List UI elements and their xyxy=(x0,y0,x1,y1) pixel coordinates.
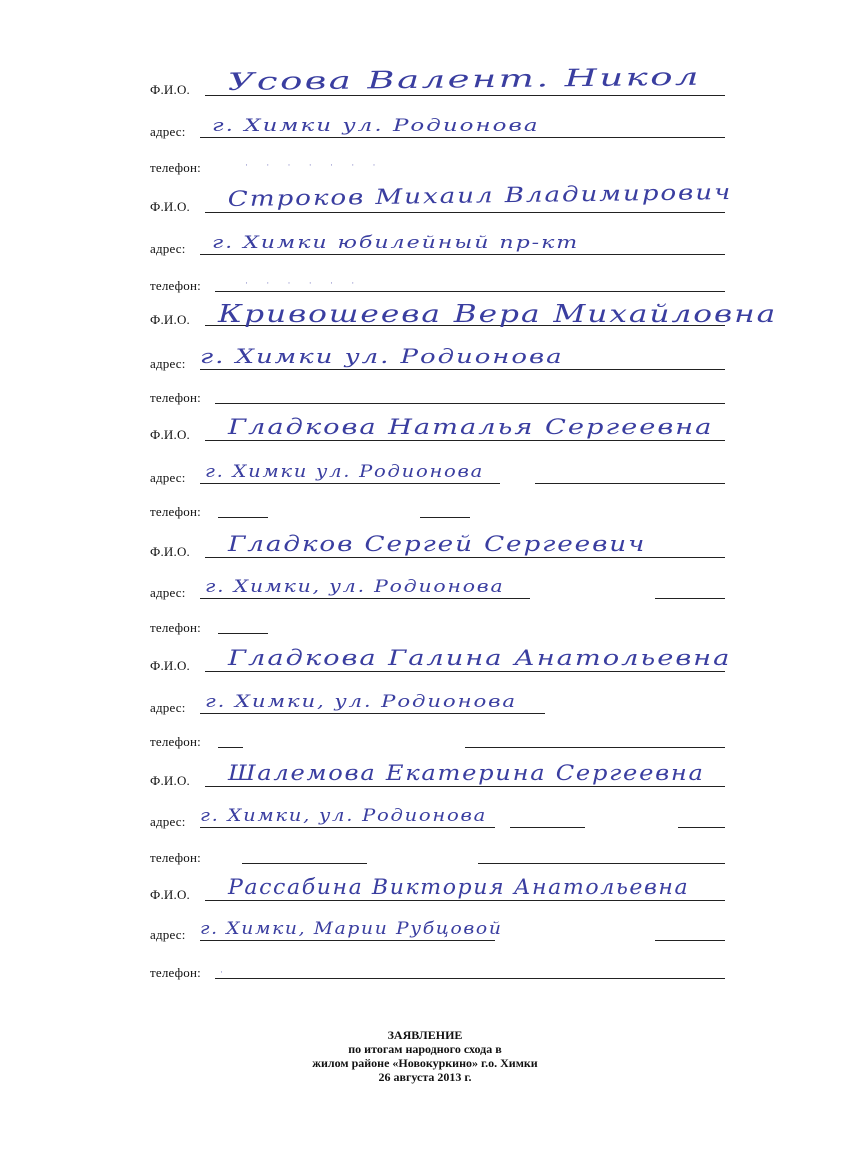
address-label: адрес: xyxy=(150,585,186,600)
signer-8-phone-row xyxy=(150,951,730,981)
signer-1-name: Усова Валент. Никол xyxy=(227,62,702,96)
fio-label: Ф.И.О. xyxy=(150,312,190,327)
underline xyxy=(200,483,500,484)
signer-4-name-row xyxy=(150,413,730,443)
signer-6-phone-row xyxy=(150,720,730,750)
statement-line: жилом районе «Новокуркино» г.о. Химки xyxy=(312,1056,538,1070)
underline xyxy=(655,940,725,941)
phone-label: телефон: xyxy=(150,734,201,749)
signer-7-address: г. Химки, ул. Родионова xyxy=(200,806,487,826)
signer-2-name: Строков Михаил Владимирович xyxy=(227,179,733,211)
underline xyxy=(205,786,725,787)
address-label: адрес: xyxy=(150,356,186,371)
address-label: адрес: xyxy=(150,241,186,256)
signer-4-phone-row xyxy=(150,490,730,520)
signer-1-address: г. Химки ул. Родионова xyxy=(212,116,540,136)
underline xyxy=(678,827,725,828)
address-label: адрес: xyxy=(150,470,186,485)
signer-8-name: Рассабина Виктория Анатольевна xyxy=(228,875,690,899)
underline xyxy=(205,671,725,672)
phone-label: телефон: xyxy=(150,850,201,865)
fio-label: Ф.И.О. xyxy=(150,544,190,559)
underline xyxy=(218,633,268,634)
phone-label: телефон: xyxy=(150,620,201,635)
signer-7-phone-row xyxy=(150,836,730,866)
signer-8-name-row xyxy=(150,873,730,903)
phone-label: телефон: xyxy=(150,390,201,405)
address-label: адрес: xyxy=(150,124,186,139)
signer-2-phone-row xyxy=(150,264,730,294)
underline xyxy=(200,940,495,941)
signer-6-name-row xyxy=(150,644,730,674)
underline xyxy=(215,978,725,979)
signer-1-address-row xyxy=(150,110,730,140)
underline xyxy=(218,747,243,748)
signer-8-address: г. Химки, Марии Рубцовой xyxy=(200,919,503,939)
underline xyxy=(200,713,545,714)
fio-label: Ф.И.О. xyxy=(150,199,190,214)
signer-6-address-row xyxy=(150,686,730,716)
underline xyxy=(200,369,725,370)
signer-5-name-row xyxy=(150,530,730,560)
statement-date: 26 августа 2013 г. xyxy=(378,1070,472,1084)
signer-6-address: г. Химки, ул. Родионова xyxy=(205,692,517,712)
address-label: адрес: xyxy=(150,927,186,942)
underline xyxy=(205,900,725,901)
signer-5-name: Гладков Сергей Сергеевич xyxy=(228,532,647,556)
signer-1-phone-row xyxy=(150,146,730,176)
phone-label: телефон: xyxy=(150,160,201,175)
signer-7-address-row xyxy=(150,800,730,830)
signer-5-address: г. Химки, ул. Родионова xyxy=(205,577,505,597)
signer-2-address-row xyxy=(150,227,730,257)
phone-label: телефон: xyxy=(150,504,201,519)
signer-4-address: г. Химки ул. Родионова xyxy=(205,462,485,482)
signer-3-name-row xyxy=(150,298,778,328)
redacted-phone: · · · · · · xyxy=(245,278,363,288)
fio-label: Ф.И.О. xyxy=(150,82,190,97)
statement-footer xyxy=(250,1028,600,1084)
statement-line: по итогам народного схода в xyxy=(348,1042,502,1056)
signer-4-address-row xyxy=(150,456,730,486)
redacted-phone: · · · · · · · xyxy=(245,160,384,170)
signer-1-name-row xyxy=(150,62,730,98)
underline xyxy=(215,403,725,404)
underline xyxy=(420,517,470,518)
phone-label: телефон: xyxy=(150,278,201,293)
phone-label: телефон: xyxy=(150,965,201,980)
signer-2-address: г. Химки юбилейный пр-кт xyxy=(212,233,580,253)
redacted-phone: · xyxy=(220,967,231,977)
underline xyxy=(218,517,268,518)
signer-8-address-row xyxy=(150,913,730,943)
signer-3-phone-row xyxy=(150,376,730,406)
signer-3-address-row xyxy=(150,342,730,372)
fio-label: Ф.И.О. xyxy=(150,427,190,442)
signer-7-name-row xyxy=(150,759,730,789)
underline xyxy=(200,254,725,255)
signer-3-address: г. Химки ул. Родионова xyxy=(200,344,564,368)
fio-label: Ф.И.О. xyxy=(150,658,190,673)
underline xyxy=(205,440,725,441)
statement-title: ЗАЯВЛЕНИЕ xyxy=(387,1028,463,1042)
signer-2-name-row xyxy=(150,179,733,215)
fio-label: Ф.И.О. xyxy=(150,773,190,788)
signer-4-name: Гладкова Наталья Сергеевна xyxy=(228,415,714,439)
signer-5-phone-row xyxy=(150,606,730,636)
underline xyxy=(242,863,367,864)
underline xyxy=(200,137,725,138)
signer-7-name: Шалемова Екатерина Сергеевна xyxy=(228,761,705,785)
underline xyxy=(465,747,725,748)
signer-6-name: Гладкова Галина Анатольевна xyxy=(228,646,732,670)
signer-3-name: Кривошеева Вера Михайловна xyxy=(218,300,778,328)
underline xyxy=(510,827,585,828)
underline xyxy=(205,212,725,213)
underline xyxy=(200,827,495,828)
signer-5-address-row xyxy=(150,571,730,601)
fio-label: Ф.И.О. xyxy=(150,887,190,902)
underline xyxy=(478,863,725,864)
underline xyxy=(205,557,725,558)
underline xyxy=(535,483,725,484)
underline xyxy=(215,291,725,292)
underline xyxy=(655,598,725,599)
underline xyxy=(200,598,530,599)
address-label: адрес: xyxy=(150,700,186,715)
address-label: адрес: xyxy=(150,814,186,829)
